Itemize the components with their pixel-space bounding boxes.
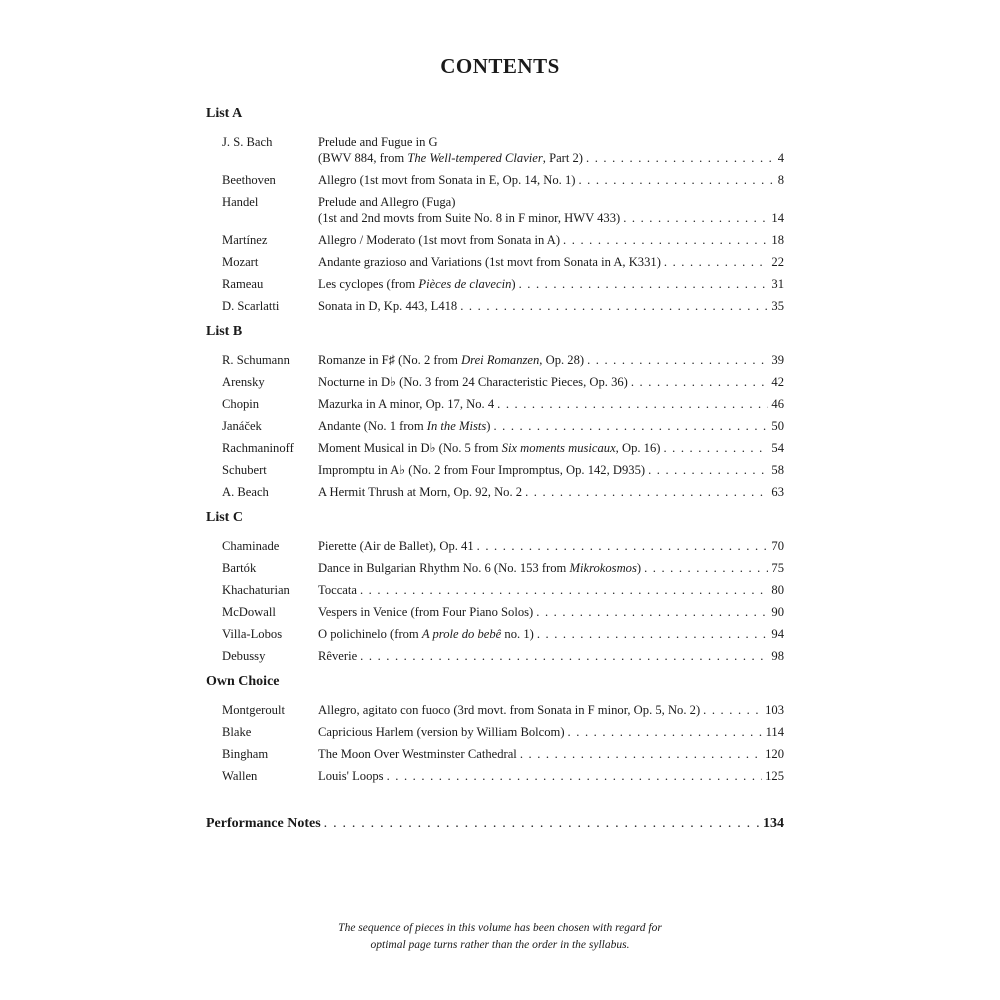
dot-leader (520, 746, 762, 762)
piece-title-text: Louis' Loops (318, 769, 384, 783)
piece-title-text: Toccata (318, 583, 357, 597)
piece-title-text: Andante grazioso and Variations (1st movt from Sonata in A, K331) (318, 255, 661, 269)
work-title: A prole do bebê (421, 627, 502, 641)
piece-info (318, 582, 784, 598)
toc-entry[interactable] (206, 172, 784, 188)
dot-leader (387, 768, 763, 784)
piece-info (318, 648, 784, 664)
composer-name: Schubert (222, 463, 267, 477)
piece-info (318, 560, 784, 576)
dot-leader (460, 298, 768, 314)
page-number: 98 (771, 649, 784, 663)
composer-name: Mozart (222, 255, 259, 269)
toc-entry[interactable] (206, 626, 784, 642)
composer-name: Villa-Lobos (222, 627, 283, 641)
composer-name: Montgeroult (222, 703, 285, 717)
piece-title-suffix: ) (486, 419, 491, 433)
dot-leader (644, 560, 768, 576)
composer-name: D. Scarlatti (222, 299, 280, 313)
work-title: Pièces de clavecin (418, 277, 512, 291)
list-heading: List B (206, 324, 243, 339)
page-number: 50 (771, 419, 784, 433)
list-heading: List C (206, 510, 243, 525)
page-number: 54 (771, 441, 784, 455)
toc-entry[interactable] (206, 134, 784, 166)
piece-title-text: (BWV 884, from (318, 151, 408, 165)
page-number: 94 (771, 627, 784, 641)
piece-title-text: Romanze in F♯ (No. 2 from (318, 353, 462, 367)
page-number: 42 (771, 375, 784, 389)
dot-leader (623, 210, 768, 226)
piece-title-text: Rêverie (318, 649, 358, 663)
dot-leader (360, 648, 768, 664)
piece-title-text: Allegro, agitato con fuoco (3rd movt. from Sonata in F minor, Op. 5, No. 2) (318, 703, 701, 717)
page-number: 46 (771, 397, 784, 411)
page-number: 8 (777, 173, 784, 187)
work-title: Six moments musicaux (501, 441, 616, 455)
toc-entry[interactable] (206, 768, 784, 784)
toc-entry[interactable] (206, 418, 784, 434)
footnote-line-1: The sequence of pieces in this volume has been chosen with regard for (338, 922, 662, 934)
piece-title (318, 418, 490, 434)
page-number: 80 (771, 583, 784, 597)
piece-info (318, 462, 784, 478)
page-number: 75 (771, 561, 784, 575)
piece-info (318, 352, 784, 368)
piece-info (318, 702, 784, 718)
page-number: 103 (765, 703, 784, 717)
piece-title (318, 724, 565, 740)
page-number: 63 (771, 485, 784, 499)
footnote (0, 920, 1000, 954)
piece-title (318, 172, 575, 188)
piece-title (318, 396, 494, 412)
piece-info (318, 396, 784, 412)
toc-entry[interactable] (206, 276, 784, 292)
piece-title (318, 352, 584, 368)
piece-title (318, 626, 534, 642)
dot-leader (497, 396, 768, 412)
piece-title-text: (1st and 2nd movts from Suite No. 8 in F minor, HWV 433) (318, 211, 621, 225)
work-title: Mikrokosmos (569, 561, 637, 575)
piece-title-text: Moment Musical in D♭ (No. 5 from (318, 441, 502, 455)
piece-info (318, 746, 784, 762)
toc-entry[interactable] (206, 374, 784, 390)
composer-name: Rameau (222, 277, 264, 291)
toc-entry[interactable] (206, 352, 784, 368)
composer-name: Bartók (222, 561, 257, 575)
piece-title (318, 484, 522, 500)
piece-title-text: Allegro / Moderato (1st movt from Sonata in A) (318, 233, 561, 247)
piece-title-text: A Hermit Thrush at Morn, Op. 92, No. 2 (318, 485, 523, 499)
dot-leader (631, 374, 769, 390)
dot-leader (536, 604, 768, 620)
toc-entry[interactable] (206, 604, 784, 620)
page-number: 31 (771, 277, 784, 291)
piece-info (318, 254, 784, 270)
piece-info (318, 298, 784, 314)
dot-leader (519, 276, 769, 292)
piece-title (318, 560, 641, 576)
dot-leader (703, 702, 762, 718)
page-number: 134 (763, 816, 784, 831)
piece-title-line: Prelude and Fugue in G (318, 135, 438, 149)
page-number: 18 (771, 233, 784, 247)
piece-title (318, 702, 700, 718)
piece-title-suffix: , Op. 28) (539, 353, 585, 367)
composer-name: Beethoven (222, 173, 276, 187)
piece-title-suffix: ) (636, 561, 642, 575)
piece-title-text: Vespers in Venice (from Four Piano Solos) (318, 605, 534, 619)
page-title: CONTENTS (440, 54, 560, 78)
composer-name: Janáček (222, 419, 262, 433)
dot-leader (360, 582, 768, 598)
toc-entry[interactable] (206, 538, 784, 554)
composer-name: Arensky (222, 375, 265, 389)
work-title: Drei Romanzen (461, 353, 540, 367)
page-number: 90 (771, 605, 784, 619)
work-title: The Well-tempered Clavier (407, 151, 543, 165)
piece-info (318, 172, 784, 188)
composer-name: Khachaturian (222, 583, 290, 597)
piece-title-text: Capricious Harlem (version by William Bolcom) (318, 725, 565, 739)
page-number: 114 (765, 725, 784, 739)
piece-title (318, 298, 457, 314)
composer-name: Chopin (222, 397, 260, 411)
toc-entry[interactable] (206, 254, 784, 270)
piece-info (318, 374, 784, 390)
page-number: 4 (777, 151, 784, 165)
toc-entry[interactable] (206, 396, 784, 412)
list-heading: Own Choice (206, 674, 280, 689)
composer-name: Chaminade (222, 539, 280, 553)
piece-title-text: Dance in Bulgarian Rhythm No. 6 (No. 153 from (318, 561, 570, 575)
toc-entry[interactable] (206, 232, 784, 248)
piece-info (318, 276, 784, 292)
toc-entry[interactable] (206, 298, 784, 314)
piece-title (318, 604, 533, 620)
piece-title (318, 462, 645, 478)
piece-title (318, 254, 661, 270)
composer-name: Handel (222, 195, 259, 209)
composer-name: Bingham (222, 747, 269, 761)
piece-info (318, 724, 784, 740)
piece-title-suffix: , Op. 16) (615, 441, 661, 455)
piece-info (318, 418, 784, 434)
performance-notes-entry[interactable] (206, 816, 784, 832)
dot-leader (477, 538, 769, 554)
composer-name: Debussy (222, 649, 266, 663)
dot-leader (563, 232, 768, 248)
piece-title (318, 150, 583, 166)
page-number: 125 (765, 769, 784, 783)
piece-info (318, 626, 784, 642)
composer-name: Wallen (222, 769, 258, 783)
piece-title (318, 232, 560, 248)
piece-title-suffix: ) (511, 277, 516, 291)
page-number: 39 (771, 353, 784, 367)
dot-leader (537, 626, 769, 642)
table-of-contents (206, 102, 784, 832)
composer-name: J. S. Bach (222, 135, 273, 149)
piece-title (318, 538, 474, 554)
piece-info (318, 134, 784, 166)
piece-info (318, 538, 784, 554)
toc-entry[interactable] (206, 484, 784, 500)
dot-leader (648, 462, 768, 478)
dot-leader (664, 254, 769, 270)
piece-title-text: Pierette (Air de Ballet), Op. 41 (318, 539, 474, 553)
piece-title-line: Prelude and Allegro (Fuga) (318, 195, 456, 209)
page-number: 14 (771, 211, 784, 225)
page-number: 70 (771, 539, 784, 553)
piece-info (318, 604, 784, 620)
page-number: 58 (771, 463, 784, 477)
piece-title (318, 746, 517, 762)
dot-leader (578, 172, 774, 188)
piece-title-text: Nocturne in D♭ (No. 3 from 24 Characteristic Pieces, Op. 36) (318, 375, 628, 389)
piece-title-text: Andante (No. 1 from (318, 419, 427, 433)
list-heading: List A (206, 106, 243, 121)
dot-leader (568, 724, 763, 740)
piece-title (318, 582, 357, 598)
toc-entry[interactable] (206, 724, 784, 740)
dot-leader (493, 418, 768, 434)
composer-name: Martínez (222, 233, 268, 247)
piece-title-suffix: , Part 2) (542, 151, 584, 165)
piece-title-text: Sonata in D, Kp. 443, L418 (318, 299, 458, 313)
piece-title (318, 648, 357, 664)
page-number: 35 (771, 299, 784, 313)
page-number: 22 (771, 255, 784, 269)
piece-title-text: Les cyclopes (from (318, 277, 419, 291)
work-title: In the Mists (426, 419, 487, 433)
toc-entry[interactable] (206, 746, 784, 762)
toc-entry[interactable] (206, 702, 784, 718)
piece-title (318, 276, 516, 292)
dot-leader (587, 352, 768, 368)
page-number: 120 (765, 747, 784, 761)
toc-entry[interactable] (206, 560, 784, 576)
piece-info (318, 484, 784, 500)
composer-name: Blake (222, 725, 252, 739)
piece-info (318, 440, 784, 456)
composer-name: A. Beach (222, 485, 269, 499)
piece-info (318, 768, 784, 784)
dot-leader (586, 150, 775, 166)
piece-title-suffix: no. 1) (501, 627, 534, 641)
piece-title (318, 374, 628, 390)
piece-title (318, 768, 384, 784)
dot-leader (525, 484, 768, 500)
performance-notes-label: Performance Notes (206, 816, 321, 831)
piece-title-text: Impromptu in A♭ (No. 2 from Four Impromptus, Op. 142, D935) (318, 463, 646, 477)
composer-name: R. Schumann (222, 353, 290, 367)
dot-leader (324, 816, 760, 832)
toc-entry[interactable] (206, 648, 784, 664)
piece-title-text: The Moon Over Westminster Cathedral (318, 747, 517, 761)
piece-title-text: Allegro (1st movt from Sonata in E, Op. 14, No. 1) (318, 173, 576, 187)
dot-leader (663, 440, 768, 456)
composer-name: Rachmaninoff (222, 441, 294, 455)
piece-title-text: Mazurka in A minor, Op. 17, No. 4 (318, 397, 495, 411)
toc-entry[interactable] (206, 582, 784, 598)
piece-info (318, 232, 784, 248)
footnote-line-2: optimal page turns rather than the order in the syllabus. (370, 939, 630, 951)
toc-entry[interactable] (206, 440, 784, 456)
toc-entry[interactable] (206, 194, 784, 226)
toc-entry[interactable] (206, 462, 784, 478)
piece-info (318, 194, 784, 226)
composer-name: McDowall (222, 605, 276, 619)
piece-title-text: O polichinelo (from (318, 627, 422, 641)
piece-title (318, 440, 660, 456)
piece-title (318, 210, 620, 226)
